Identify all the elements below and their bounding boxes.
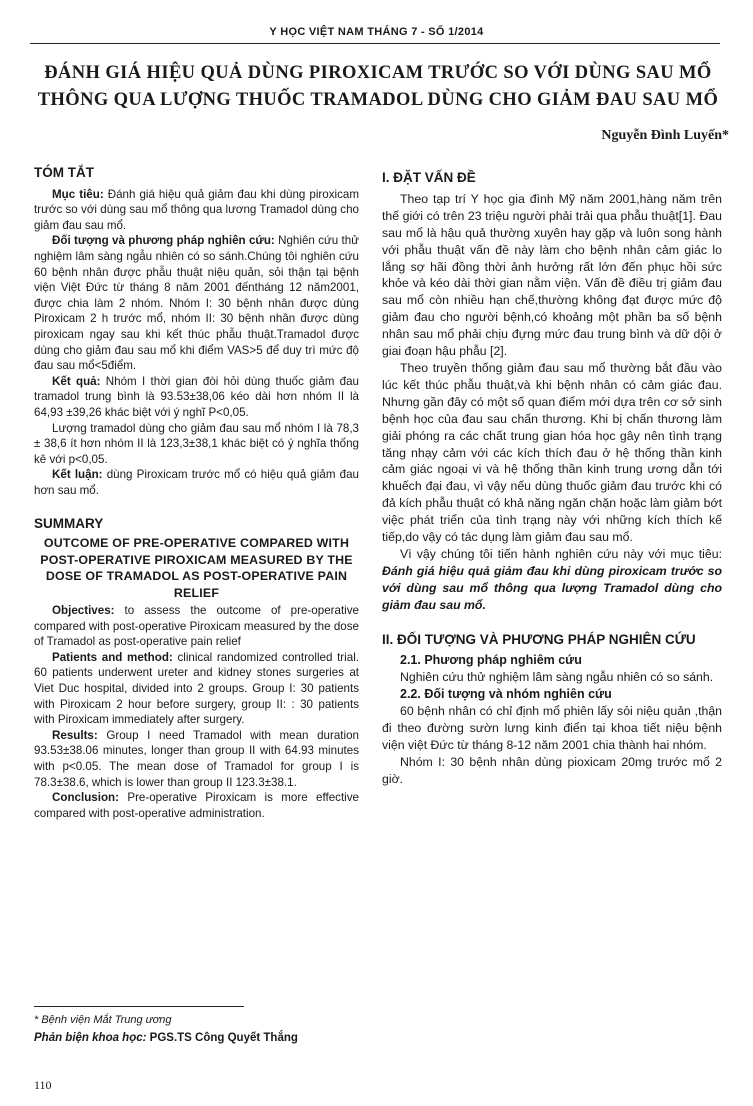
text: clinical randomized controlled trial. 60 patients underwent ureter and kidney stones surgeries at Viet Duc hospital, divided into 2 groups. Group I: 30 patients with Piroxicam 2 hour before surgery, group II: : 30 patients with Piroxicam immediately after surgery. <box>34 650 359 727</box>
summary-objectives <box>34 603 359 650</box>
subsection-2-2-paragraph-2: Nhóm I: 30 bệnh nhân dùng pioxicam 20mg trước mổ 2 giờ. <box>382 754 722 786</box>
label: Mục tiêu: <box>52 187 104 201</box>
footnote-rule <box>34 1006 244 1007</box>
article-title <box>28 60 728 114</box>
subsection-2-2-paragraph-1: 60 bệnh nhân có chỉ định mổ phiên lấy sỏi niệu quản ,thận đi theo đường sườn lưng kinh điển tại khoa tiết niệu bệnh viện việt Đức từ tháng 8-12 năm 2001 chia thành hai nhóm. <box>382 704 722 752</box>
text: Pre-operative Piroxicam is more effective compared with post-operative administration. <box>34 791 359 820</box>
text: Nghiên cứu thử nghiệm lâm sàng ngẫu nhiên có so sánh.Chúng tôi nghiên cứu 60 bệnh nhân được phẫu thuật niệu quản, sỏi thận tại bệnh viện Việt Đức từ tháng 8 năm 2001 đếntháng 12 năm2001, được chia làm 2 nhóm. Nhóm I: 30 bệnh nhân được dùng Piroxicam 2 h trước mổ, nhóm II: 30 bệnh nhân được dùng piroxicam ngay sau khi kết thúc phẫu thuật.Tramadol được dùng cho giảm đau sau mổ khi điểm VAS>5 để duy trì mức độ đau sau mổ<5điểm. <box>34 234 359 373</box>
label: Kết quả: <box>52 374 101 388</box>
summary-patients <box>34 650 359 728</box>
subsection-2-2-heading: 2.2. Đối tượng và nhóm nghiên cứu <box>400 687 612 702</box>
text: Đánh giá hiệu quả giảm đau khi dùng piroxicam trước so với dùng sau mổ thông qua lương Tramadol dùng cho giảm đau sau mổ. <box>34 187 359 232</box>
abstract-method <box>34 233 359 373</box>
abstract-heading: TÓM TẮT <box>34 165 94 180</box>
subsection-2-1-heading: 2.1. Phương pháp nghiêm cứu <box>400 653 582 668</box>
title-line-1: ĐÁNH GIÁ HIỆU QUẢ DÙNG PIROXICAM TRƯỚC SO VỚI DÙNG SAU MỔ <box>44 63 712 83</box>
text: Group I need Tramadol with mean duration 93.53±38.06 minutes, longer than group II with 64.93 minutes with p<0.05. The mean dose of Tramadol for group I is 78.3±38.6, which is lower than group II 123.3±38.1. <box>34 728 359 789</box>
text: dùng Piroxicam trước mổ có hiệu quả giảm đau hơn sau mổ. <box>34 468 359 497</box>
section-1-paragraph-2: Theo truyền thống giảm đau sau mổ thường bắt đầu vào lúc kết thúc phẫu thuật,và khi bệnh nhân có cảm giác đau. Nhưng gần đây có một số quan điểm mới dựa trên cơ sở sinh bệnh học của đau sau chấn thương. Khi bị chấn thương làm giải phóng ra các chất trung gian hóa học gây nên tình trạng tăng nhạy cảm với các kích thích đau ở hệ thống thần kinh cảm giác ngoại vi và hệ thống thần kinh trung ương dẫn tới khuếch đại đau, vì vậy nếu dùng thuốc giảm đau trước khi có đả kích phẫu thuật có khả năng ngăn chặn hoặc làm giảm bớt việc phát triển của tình trạng này với những kích thích kế tiếp,do vậy có tác dụng làm giảm đau sau mổ. <box>382 360 722 545</box>
summary-conclusion <box>34 790 359 821</box>
reviewer-name: PGS.TS Công Quyết Thắng <box>146 1032 298 1044</box>
section-1-paragraph-1: Theo tạp trí Y học gia đình Mỹ năm 2001,hàng năm trên thế giới có trên 23 triệu người phải trải qua phẫu thuật[1]. Đau sau mổ là hậu quả thường xuyên hay gặp và luôn song hành với phẫu thuật vấn đề này làm cho bệnh nhân cảm giác lo lắng sợ hãi đồng thời ảnh hưởng rất lớn đến phục hồi sức khỏe và kéo dài thời gian nằm viện. Vấn đề điều trị giảm đau sau mổ còn nhiều hạn chế,thường không đạt được mức độ giảm đau cho người bệnh,có khoảng một phần ba số bệnh nhân sau mổ phải chịu đựng mức đau trung bình và dữ dội ở giai đoạn hậu phẫu [2]. <box>382 191 722 359</box>
summary-results <box>34 728 359 790</box>
label: Conclusion: <box>52 791 119 805</box>
summary-title: OUTCOME OF PRE-OPERATIVE COMPARED WITH POST-OPERATIVE PIROXICAM MEASURED BY THE DOSE OF TRAMADOL AS POST-OPERATIVE PAIN RELIEF <box>40 536 353 600</box>
label: Phản biện khoa học: <box>34 1032 147 1044</box>
header-rule <box>30 43 720 44</box>
subsection-2-1-text: Nghiên cứu thử nghiệm lâm sàng ngẫu nhiên có so sánh. <box>400 670 714 685</box>
right-column <box>382 170 722 788</box>
summary-heading: SUMMARY <box>34 516 104 532</box>
label: Results: <box>52 728 98 742</box>
label: Đối tượng và phương pháp nghiên cứu: <box>52 234 275 248</box>
text: Vì vậy chúng tôi tiến hành nghiên cứu này với mục tiêu: <box>400 546 722 561</box>
abstract-conclusion <box>34 467 359 498</box>
study-aim: Đánh giá hiệu quả giảm đau khi dùng piroxicam trước so với dùng sau mổ thông qua lượng Tramadol dùng cho giảm đau sau mổ. <box>382 563 722 612</box>
section-1-paragraph-3 <box>382 546 722 614</box>
footnote-reviewer <box>34 1032 298 1044</box>
section-2-heading: II. ĐỐI TƯỢNG VÀ PHƯƠNG PHÁP NGHIÊN CỨU <box>382 631 696 647</box>
label: Kết luận: <box>52 468 103 482</box>
label: Objectives: <box>52 604 115 618</box>
title-line-2: THÔNG QUA LƯỢNG THUỐC TRAMADOL DÙNG CHO GIẢM ĐAU SAU MỔ <box>37 90 719 110</box>
abstract-result-2: Lượng tramadol dùng cho giảm đau sau mổ nhóm I là 78,3 ± 38,6 ít hơn nhóm II là 123,3±38,1 khác biệt có ý nghĩa thống kê với p<0,05. <box>34 421 359 466</box>
left-column <box>34 165 359 821</box>
abstract-result <box>34 374 359 421</box>
running-header: Y HỌC VIỆT NAM THÁNG 7 - SỐ 1/2014 <box>269 26 484 38</box>
text: to assess the outcome of pre-operative compared with post-operative Piroxicam measured by the dose of Tramadol as post-operative pain relief <box>34 604 359 649</box>
section-1-heading: I. ĐẶT VẤN ĐỀ <box>382 170 476 185</box>
text: Nhóm I thời gian đòi hỏi dùng thuốc giảm đau tramadol trung bình là 93.53±38,06 kéo dài hơn nhóm II là 64,93 ±39,26 khác biệt với ý nghĩ P<0,05. <box>34 374 360 419</box>
footnote-affiliation: * Bệnh viện Mắt Trung ương <box>34 1014 172 1026</box>
author: Nguyễn Đình Luyến* <box>601 128 729 143</box>
label: Patients and method: <box>52 650 173 664</box>
page-number: 110 <box>34 1078 52 1092</box>
abstract-objective <box>34 187 359 234</box>
